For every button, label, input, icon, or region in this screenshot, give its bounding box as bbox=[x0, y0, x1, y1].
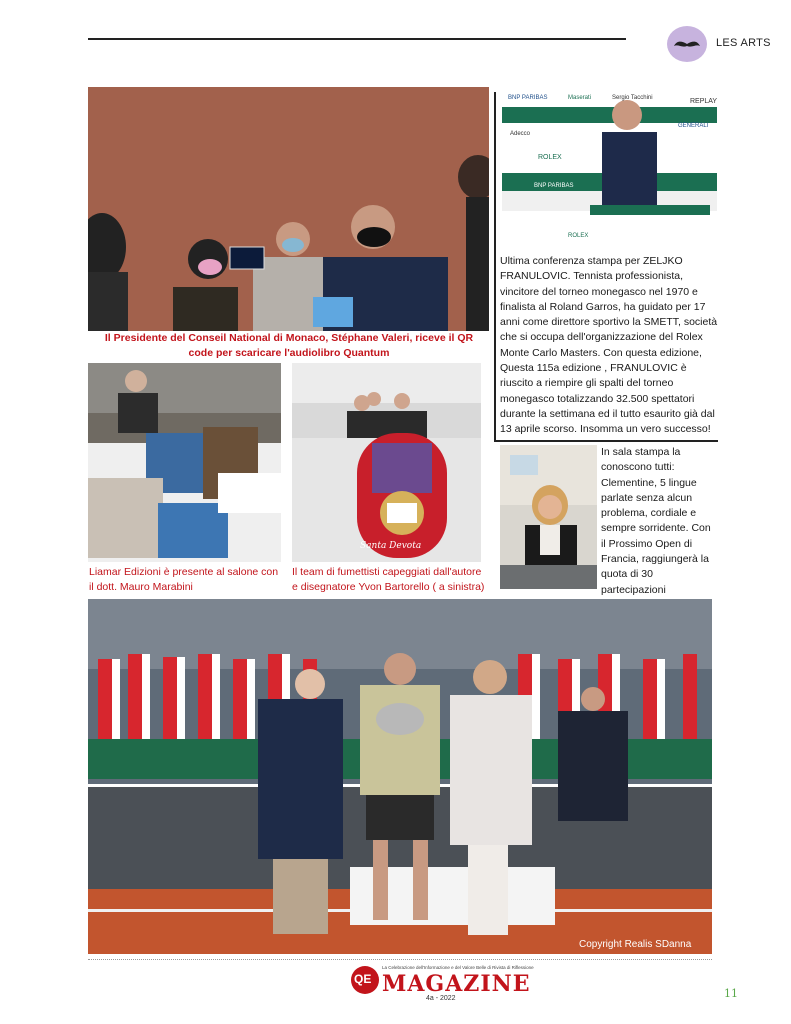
article-franulovic: Ultima conferenza stampa per ZELJKO FRANULOVIC. Tennista professionista, vincitore del torneo monegasco nel 1970 e finalista al Roland Garros, ha guidato per 17 anni come direttore sportivo la SMETT, società che si occupa dell'organizzazione del Rolex Monte Carlo Masters. Con questa edizione, Questa 115a edizione , FRANULOVIC è riuscito a riempire gli spalti del torneo monegasco totalizzando 32.500 spettatori durante la settimana ed il tutto esaurito già dal 13 aprile scorso. Insomma un vero successo! bbox=[500, 255, 718, 436]
page-number: 11 bbox=[724, 987, 738, 1000]
caption-qr-presentation: Il Presidente del Conseil National di Monaco, Stéphane Valeri, riceve il QR code per scaricare l'audiolibro Quantum bbox=[104, 332, 474, 359]
magazine-title: MAGAZINE bbox=[382, 971, 531, 997]
photo-comic-artists bbox=[292, 363, 481, 562]
caption-comic-artists: Il team di fumettisti capeggiati dall'autore e disegnatore Yvon Bartorello ( a sinistra) bbox=[292, 566, 485, 593]
sponsor-text-6: ROLEX bbox=[538, 154, 562, 161]
photo-liamar-books bbox=[88, 363, 281, 562]
magazine-issue: 4a - 2022 bbox=[426, 995, 456, 1002]
sponsor-text-5: Adecco bbox=[510, 131, 531, 137]
photo-qr-code-presentation bbox=[88, 87, 489, 331]
article-divider-horizontal bbox=[494, 440, 718, 442]
magazine-logo bbox=[350, 965, 534, 1005]
sponsor-text-3: Sergio Tacchini bbox=[612, 95, 653, 101]
header-rule bbox=[88, 38, 626, 40]
caption-liamar: Liamar Edizioni è presente al salone con il dott. Mauro Marabini bbox=[89, 566, 279, 593]
sponsor-text-4: REPLAY bbox=[690, 98, 717, 105]
sponsor-text-7: GENERALI bbox=[678, 123, 709, 129]
sponsor-text-1: BNP PARIBAS bbox=[508, 95, 548, 101]
section-label: LES ARTS bbox=[716, 37, 771, 49]
magazine-tagline: La Celebrazione dell'Informazione e del Valore Belle di Rivista di Riflessione bbox=[382, 965, 534, 970]
sponsor-text-9: ROLEX bbox=[568, 233, 589, 239]
mustache-icon bbox=[667, 26, 707, 62]
article-clementine: In sala stampa la conoscono tutti: Clementine, 5 lingue parlate senza alcun problema, cordiale e sempre sorridente. Con il Prossimo Open di Francia, raggiungerà la quota di 30 partecipazioni bbox=[601, 446, 711, 596]
magazine-initials: QE bbox=[354, 972, 372, 986]
photo-press-conference bbox=[502, 87, 717, 253]
sponsor-text-8: BNP PARIBAS bbox=[534, 183, 574, 189]
photo-copyright: Copyright Realis SDanna bbox=[579, 939, 692, 950]
column-divider-vertical bbox=[494, 92, 496, 442]
section-logo bbox=[667, 26, 707, 62]
santa-devota-sign: Santa Devota bbox=[360, 541, 422, 551]
photo-clementine bbox=[500, 445, 597, 589]
footer-dotted-rule bbox=[88, 959, 712, 960]
sponsor-text-2: Maserati bbox=[568, 95, 592, 101]
photo-trophy-ceremony bbox=[88, 599, 712, 954]
